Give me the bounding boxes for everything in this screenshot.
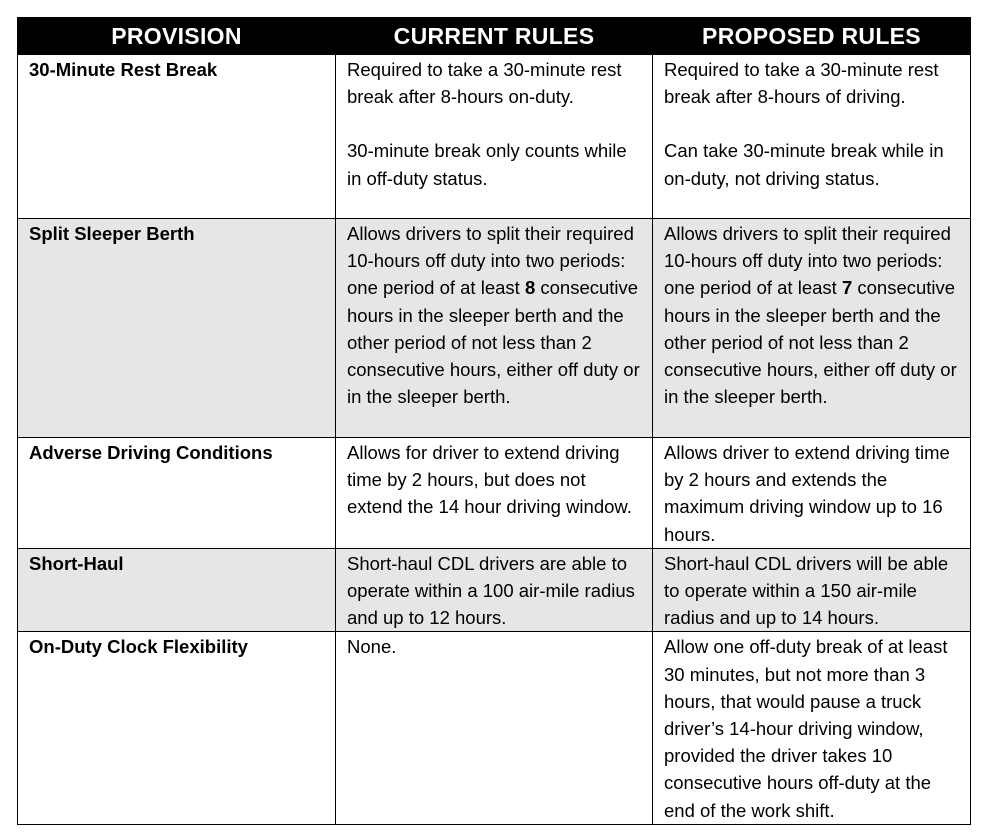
proposed-rule-cell [653, 55, 971, 219]
proposed-rule-text: Allows drivers to split their required 10-hours off duty into two periods: one period of at least [664, 223, 951, 299]
current-rule-text: Allows drivers to split their required 10-hours off duty into two periods: one period of at least [347, 223, 634, 299]
table-row [18, 438, 971, 549]
current-rule-cell: Allows for driver to extend driving time by 2 hours, but does not extend the 14 hour driving window. [336, 438, 653, 549]
current-rule-cell [336, 55, 653, 219]
rules-comparison-table [17, 17, 971, 825]
provision-cell: On-Duty Clock Flexibility [18, 632, 336, 824]
provision-cell: 30-Minute Rest Break [18, 55, 336, 219]
current-rule-text: consecutive hours in the sleeper berth and the other period of not less than 2 consecutive hours, either off duty or in the sleeper berth. [347, 277, 640, 408]
provision-cell: Adverse Driving Conditions [18, 438, 336, 549]
table-row [18, 548, 971, 632]
table-row [18, 632, 971, 824]
header-row [18, 18, 971, 55]
proposed-rule-text: Required to take a 30-minute rest break after 8-hours of driving. [664, 59, 939, 108]
current-rule-text: 30-minute break only counts while in off-duty status. [347, 140, 627, 189]
table-row [18, 55, 971, 219]
header-provision: PROVISION [18, 18, 336, 55]
proposed-rule-cell: Short-haul CDL drivers will be able to operate within a 150 air-mile radius and up to 14 hours. [653, 548, 971, 632]
proposed-rule-text: Can take 30-minute break while in on-duty, not driving status. [664, 140, 944, 189]
current-rule-cell: Short-haul CDL drivers are able to operate within a 100 air-mile radius and up to 12 hours. [336, 548, 653, 632]
provision-cell: Short-Haul [18, 548, 336, 632]
table-row [18, 219, 971, 438]
proposed-rule-hours: 7 [841, 277, 853, 299]
header-proposed-rules: PROPOSED RULES [653, 18, 971, 55]
current-rule-hours: 8 [524, 277, 536, 299]
proposed-rule-cell: Allows driver to extend driving time by 2 hours and extends the maximum driving window up to 16 hours. [653, 438, 971, 549]
current-rule-cell: None. [336, 632, 653, 824]
current-rule-cell [336, 219, 653, 438]
proposed-rule-cell [653, 219, 971, 438]
provision-cell: Split Sleeper Berth [18, 219, 336, 438]
proposed-rule-cell: Allow one off-duty break of at least 30 minutes, but not more than 3 hours, that would pause a truck driver’s 14-hour driving window, provided the driver takes 10 consecutive hours off-duty at the end of the work shift. [653, 632, 971, 824]
current-rule-text: Required to take a 30-minute rest break after 8-hours on-duty. [347, 59, 622, 108]
proposed-rule-text: consecutive hours in the sleeper berth and the other period of not less than 2 consecutive hours, either off duty or in the sleeper berth. [664, 277, 957, 408]
header-current-rules: CURRENT RULES [336, 18, 653, 55]
